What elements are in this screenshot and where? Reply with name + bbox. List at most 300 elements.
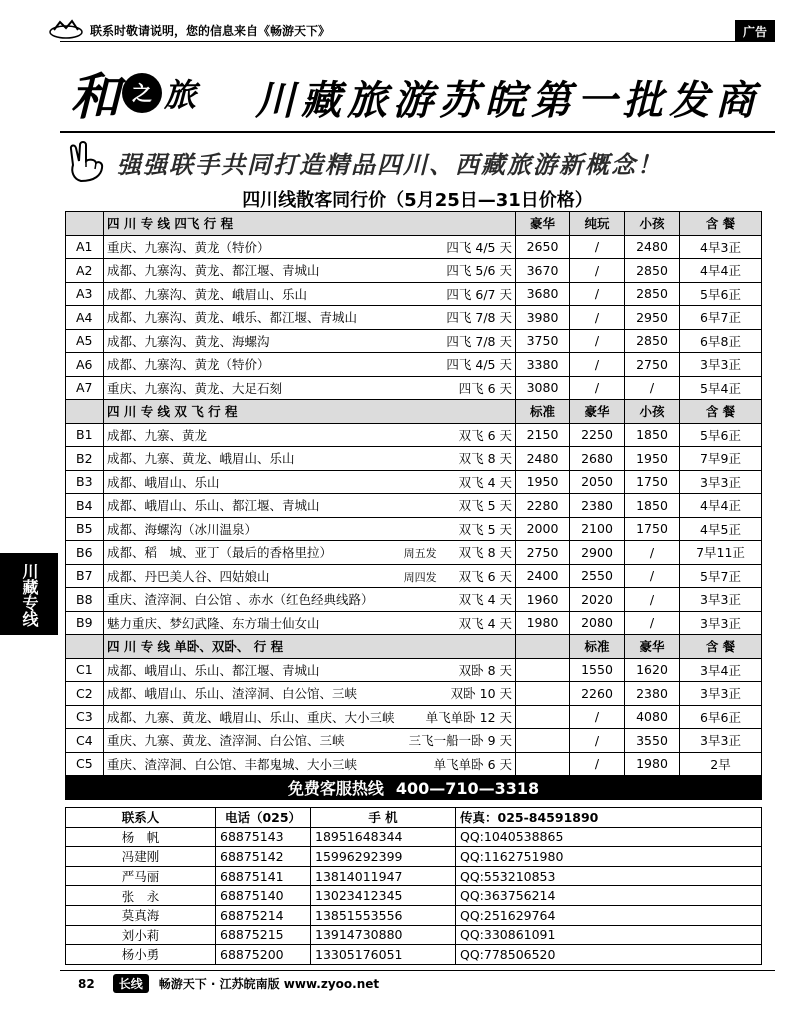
route-note: 周五发 (403, 547, 437, 561)
route-days: 双飞 4 天 (458, 474, 512, 490)
route-row (66, 447, 762, 471)
price-1: 2650 (516, 235, 570, 259)
route-days: 双飞 4 天 (458, 615, 512, 631)
route-cell (104, 611, 516, 635)
contact-mobile: 13914730880 (311, 925, 456, 945)
price-1: 3670 (516, 259, 570, 283)
route-cell (104, 376, 516, 400)
contact-name: 莫真海 (66, 905, 216, 925)
price-3: 2750 (625, 353, 680, 377)
route-line (107, 590, 512, 608)
route-code: B9 (66, 611, 104, 635)
contact-tel: 68875142 (216, 847, 311, 867)
route-line (107, 708, 512, 726)
route-name: 成都、稻 城、亚丁（最后的香格里拉） (107, 545, 333, 561)
route-code: B6 (66, 541, 104, 565)
contact-tel: 68875200 (216, 945, 311, 965)
contact-header-row (66, 808, 762, 828)
victory-hand-icon (65, 141, 113, 183)
route-name: 成都、九寨沟、黄龙、峨乐、都江堰、青城山 (107, 310, 358, 326)
meal-plan: 3早3正 (680, 470, 762, 494)
route-row (66, 682, 762, 706)
meal-plan: 5早6正 (680, 282, 762, 306)
price-1 (516, 752, 570, 776)
contact-name: 杨 帆 (66, 827, 216, 847)
section-header-blank (66, 635, 104, 659)
route-days: 双飞 6 天 (458, 427, 512, 443)
route-line (107, 355, 512, 373)
price-1: 3980 (516, 306, 570, 330)
section-title: 四 川 专 线 双 飞 行 程 (104, 400, 516, 424)
route-name: 成都、九寨、黄龙、峨眉山、乐山 (107, 451, 295, 467)
price-2: / (570, 376, 625, 400)
page-number: 82 (78, 976, 95, 991)
price-3: 1850 (625, 423, 680, 447)
route-cell (104, 564, 516, 588)
route-code: B3 (66, 470, 104, 494)
price-3: / (625, 588, 680, 612)
route-meta (459, 520, 512, 538)
brand-logo (70, 59, 196, 127)
route-days: 单飞单卧 12 天 (425, 709, 512, 725)
route-line (107, 238, 512, 256)
route-cell (104, 282, 516, 306)
route-name: 成都、九寨沟、黄龙、都江堰、青城山 (107, 263, 320, 279)
route-code: B1 (66, 423, 104, 447)
route-line (107, 543, 512, 561)
price-1 (516, 705, 570, 729)
route-line (107, 614, 512, 632)
route-cell (104, 729, 516, 753)
route-cell (104, 329, 516, 353)
route-row (66, 329, 762, 353)
contact-mobile: 13305176051 (311, 945, 456, 965)
price-2: 2080 (570, 611, 625, 635)
section-side-tab: 川藏专线 (0, 553, 58, 635)
contact-qq: QQ:251629764 (456, 905, 762, 925)
price-3: / (625, 376, 680, 400)
price-2: / (570, 329, 625, 353)
route-cell (104, 306, 516, 330)
price-3: / (625, 611, 680, 635)
route-row (66, 658, 762, 682)
route-days: 四飞 6/7 天 (446, 286, 512, 302)
price-2: / (570, 752, 625, 776)
ad-label: 广告 (735, 20, 775, 42)
route-name: 成都、九寨沟、黄龙、峨眉山、乐山 (107, 286, 308, 302)
price-3: / (625, 564, 680, 588)
route-line (107, 473, 512, 491)
hotline-row (66, 776, 762, 800)
price-1: 3080 (516, 376, 570, 400)
price-3: 2480 (625, 235, 680, 259)
price-3: 1950 (625, 447, 680, 471)
brand-lv: 旅 (164, 76, 197, 114)
route-meta (459, 379, 512, 397)
route-code: B4 (66, 494, 104, 518)
contact-row (66, 886, 762, 906)
route-line (107, 332, 512, 350)
category-tag: 长线 (113, 974, 149, 993)
section-header-blank (66, 400, 104, 424)
meal-plan: 3早3正 (680, 729, 762, 753)
route-row (66, 588, 762, 612)
route-code: A7 (66, 376, 104, 400)
route-meta (459, 426, 512, 444)
route-code: B2 (66, 447, 104, 471)
route-meta (459, 496, 512, 514)
route-cell (104, 423, 516, 447)
contact-qq: QQ:778506520 (456, 945, 762, 965)
column-header (516, 635, 570, 659)
route-cell (104, 447, 516, 471)
price-2: 2250 (570, 423, 625, 447)
contact-header-mobile: 手 机 (311, 808, 456, 828)
route-days: 双飞 6 天 (458, 568, 512, 584)
route-row (66, 752, 762, 776)
route-code: A1 (66, 235, 104, 259)
column-header: 豪华 (516, 212, 570, 236)
price-2: / (570, 306, 625, 330)
price-2: / (570, 353, 625, 377)
price-1: 2000 (516, 517, 570, 541)
price-1 (516, 729, 570, 753)
route-cell (104, 541, 516, 565)
meal-plan: 7早9正 (680, 447, 762, 471)
price-1: 2150 (516, 423, 570, 447)
price-1: 2480 (516, 447, 570, 471)
route-line (107, 308, 512, 326)
route-code: B8 (66, 588, 104, 612)
route-days: 双飞 4 天 (458, 592, 512, 608)
publication-line: 畅游天下 · 江苏皖南版 www.zyoo.net (158, 977, 380, 991)
price-1: 1980 (516, 611, 570, 635)
route-code: A5 (66, 329, 104, 353)
price-3: 1620 (625, 658, 680, 682)
route-meta (404, 567, 512, 585)
meal-plan: 5早4正 (680, 376, 762, 400)
route-line (107, 379, 512, 397)
price-3: 1980 (625, 752, 680, 776)
contact-tel: 68875140 (216, 886, 311, 906)
brand-he: 和 (70, 67, 120, 126)
route-line (107, 285, 512, 303)
section-header-row (66, 635, 762, 659)
hotline-number: 400—710—3318 (395, 779, 540, 798)
route-days: 双卧 8 天 (458, 662, 512, 678)
route-row (66, 729, 762, 753)
meal-plan: 5早7正 (680, 564, 762, 588)
contact-name: 严马丽 (66, 866, 216, 886)
contact-tel: 68875214 (216, 905, 311, 925)
route-cell (104, 470, 516, 494)
route-meta (459, 614, 512, 632)
meal-plan: 3早3正 (680, 682, 762, 706)
route-cell (104, 705, 516, 729)
route-line (107, 567, 512, 585)
contact-name: 杨小勇 (66, 945, 216, 965)
route-code: C4 (66, 729, 104, 753)
route-days: 单飞单卧 6 天 (433, 756, 512, 772)
route-line (107, 731, 512, 749)
price-3: 2850 (625, 329, 680, 353)
contact-qq: QQ:330861091 (456, 925, 762, 945)
contact-row (66, 847, 762, 867)
contact-row (66, 827, 762, 847)
route-meta (446, 308, 512, 326)
route-code: A4 (66, 306, 104, 330)
meal-plan: 6早8正 (680, 329, 762, 353)
route-code: A6 (66, 353, 104, 377)
price-1: 2280 (516, 494, 570, 518)
meal-plan: 4早3正 (680, 235, 762, 259)
meal-plan: 6早7正 (680, 306, 762, 330)
route-code: A2 (66, 259, 104, 283)
contact-qq: QQ:1162751980 (456, 847, 762, 867)
route-cell (104, 517, 516, 541)
price-1: 3380 (516, 353, 570, 377)
meal-plan: 7早11正 (680, 541, 762, 565)
contact-tel: 68875215 (216, 925, 311, 945)
contact-row (66, 866, 762, 886)
route-meta (446, 332, 512, 350)
price-2: 2260 (570, 682, 625, 706)
route-name: 重庆、渣滓洞、白公馆 、赤水（红色经典线路） (107, 592, 374, 608)
contact-table (65, 807, 762, 965)
route-name: 重庆、渣滓洞、白公馆、丰都鬼城、大小三峡 (107, 756, 358, 772)
contact-mobile: 18951648344 (311, 827, 456, 847)
route-code: B7 (66, 564, 104, 588)
route-row (66, 517, 762, 541)
price-2: / (570, 729, 625, 753)
price-1 (516, 658, 570, 682)
route-row (66, 376, 762, 400)
route-meta (434, 755, 512, 773)
route-meta (451, 684, 512, 702)
hotline-cell (66, 776, 762, 800)
route-cell (104, 658, 516, 682)
meal-plan: 3早3正 (680, 588, 762, 612)
column-header: 豪华 (570, 400, 625, 424)
contact-mobile: 13851553556 (311, 905, 456, 925)
route-days: 四飞 7/8 天 (446, 333, 512, 349)
route-name: 成都、九寨沟、黄龙、海螺沟 (107, 333, 270, 349)
column-header: 小孩 (625, 212, 680, 236)
route-days: 双飞 5 天 (458, 521, 512, 537)
route-meta (459, 449, 512, 467)
route-name: 成都、峨眉山、乐山、渣滓洞、白公馆、三峡 (107, 686, 358, 702)
column-header: 含 餐 (680, 212, 762, 236)
meal-plan: 4早4正 (680, 259, 762, 283)
route-code: C3 (66, 705, 104, 729)
route-cell (104, 682, 516, 706)
route-line (107, 449, 512, 467)
route-cell (104, 259, 516, 283)
price-3: 1750 (625, 517, 680, 541)
route-days: 四飞 5/6 天 (446, 263, 512, 279)
price-2: / (570, 282, 625, 306)
price-2: / (570, 235, 625, 259)
route-note: 周四发 (403, 570, 437, 584)
route-name: 重庆、九寨沟、黄龙、大足石刻 (107, 380, 283, 396)
route-row (66, 705, 762, 729)
price-table (65, 211, 762, 800)
hotline-label: 免费客服热线 (287, 779, 384, 798)
meal-plan: 4早5正 (680, 517, 762, 541)
contact-row (66, 945, 762, 965)
route-days: 三飞一船一卧 9 天 (408, 733, 512, 749)
contact-header-tel: 电话（025） (216, 808, 311, 828)
contact-tel: 68875143 (216, 827, 311, 847)
route-meta (459, 661, 512, 679)
contact-row (66, 925, 762, 945)
price-1: 3750 (516, 329, 570, 353)
route-days: 双飞 8 天 (458, 545, 512, 561)
route-name: 成都、峨眉山、乐山、都江堰、青城山 (107, 498, 320, 514)
slogan: 强强联手共同打造精品四川、西藏旅游新概念！ (117, 150, 663, 179)
source-notice: 联系时敬请说明，您的信息来自《畅游天下》 (90, 24, 331, 38)
route-row (66, 353, 762, 377)
column-header: 小孩 (625, 400, 680, 424)
footer (60, 970, 775, 996)
contact-header-fax: 传真：025-84591890 (456, 808, 762, 828)
price-3: 3550 (625, 729, 680, 753)
route-code: C5 (66, 752, 104, 776)
contact-row (66, 905, 762, 925)
price-1: 1950 (516, 470, 570, 494)
price-2: 2680 (570, 447, 625, 471)
contact-name: 刘小莉 (66, 925, 216, 945)
price-2: / (570, 705, 625, 729)
route-name: 成都、峨眉山、乐山、都江堰、青城山 (107, 662, 320, 678)
route-row (66, 423, 762, 447)
contact-mobile: 15996292399 (311, 847, 456, 867)
route-meta (409, 731, 512, 749)
route-name: 成都、峨眉山、乐山 (107, 474, 220, 490)
price-1: 3680 (516, 282, 570, 306)
price-2: 2380 (570, 494, 625, 518)
route-line (107, 496, 512, 514)
price-2: 2900 (570, 541, 625, 565)
top-bar (60, 20, 775, 42)
route-line (107, 661, 512, 679)
price-2: / (570, 259, 625, 283)
meal-plan: 3早3正 (680, 353, 762, 377)
route-row (66, 494, 762, 518)
brand-zhi: 之 (122, 73, 162, 113)
route-days: 四飞 4/5 天 (446, 239, 512, 255)
route-meta (404, 543, 512, 561)
column-header: 标准 (516, 400, 570, 424)
contact-mobile: 13023412345 (311, 886, 456, 906)
price-2: 2550 (570, 564, 625, 588)
route-meta (446, 238, 512, 256)
column-header: 豪华 (625, 635, 680, 659)
route-name: 重庆、九寨沟、黄龙（特价） (107, 239, 270, 255)
section-title: 四 川 专 线 单卧、双卧、 行 程 (104, 635, 516, 659)
route-code: C1 (66, 658, 104, 682)
contact-name: 张 永 (66, 886, 216, 906)
contact-header-name: 联系人 (66, 808, 216, 828)
route-row (66, 611, 762, 635)
route-name: 成都、九寨沟、黄龙（特价） (107, 357, 270, 373)
route-meta (446, 355, 512, 373)
price-3: 1750 (625, 470, 680, 494)
contact-qq: QQ:1040538865 (456, 827, 762, 847)
meal-plan: 6早6正 (680, 705, 762, 729)
route-meta (459, 590, 512, 608)
route-code: A3 (66, 282, 104, 306)
meal-plan: 4早4正 (680, 494, 762, 518)
route-name: 成都、九寨、黄龙 (107, 427, 208, 443)
column-header: 含 餐 (680, 400, 762, 424)
price-1 (516, 682, 570, 706)
route-row (66, 306, 762, 330)
route-cell (104, 752, 516, 776)
price-3: 2950 (625, 306, 680, 330)
magazine-logo-icon (48, 18, 84, 40)
route-days: 双飞 8 天 (458, 451, 512, 467)
headline: 川藏旅游苏皖第一批发商 (255, 77, 761, 124)
column-header: 纯玩 (570, 212, 625, 236)
contact-qq: QQ:363756214 (456, 886, 762, 906)
section-header-row (66, 212, 762, 236)
price-1: 2400 (516, 564, 570, 588)
column-header: 标准 (570, 635, 625, 659)
contact-qq: QQ:553210853 (456, 866, 762, 886)
meal-plan: 3早3正 (680, 611, 762, 635)
price-2: 2100 (570, 517, 625, 541)
route-meta (459, 473, 512, 491)
meal-plan: 5早6正 (680, 423, 762, 447)
section-header-row (66, 400, 762, 424)
price-2: 1550 (570, 658, 625, 682)
route-meta (446, 285, 512, 303)
price-3: 2850 (625, 282, 680, 306)
route-name: 重庆、九寨、黄龙、渣滓洞、白公馆、三峡 (107, 733, 345, 749)
price-2: 2020 (570, 588, 625, 612)
route-days: 双飞 5 天 (458, 498, 512, 514)
contact-name: 冯建刚 (66, 847, 216, 867)
route-row (66, 541, 762, 565)
route-row (66, 259, 762, 283)
route-meta (426, 708, 512, 726)
price-1: 2750 (516, 541, 570, 565)
route-line (107, 520, 512, 538)
route-code: B5 (66, 517, 104, 541)
slogan-row (65, 142, 765, 182)
route-row (66, 470, 762, 494)
banner (60, 55, 775, 133)
price-3: / (625, 541, 680, 565)
route-name: 成都、九寨、黄龙、峨眉山、乐山、重庆、大小三峡 (107, 709, 395, 725)
route-line (107, 426, 512, 444)
route-days: 四飞 4/5 天 (446, 357, 512, 373)
section-header-blank (66, 212, 104, 236)
route-name: 魅力重庆、梦幻武隆、东方瑞士仙女山 (107, 615, 320, 631)
route-name: 成都、丹巴美人谷、四姑娘山 (107, 568, 270, 584)
column-header: 含 餐 (680, 635, 762, 659)
route-code: C2 (66, 682, 104, 706)
route-cell (104, 235, 516, 259)
price-2: 2050 (570, 470, 625, 494)
route-row (66, 235, 762, 259)
route-line (107, 684, 512, 702)
route-days: 四飞 7/8 天 (446, 310, 512, 326)
contact-mobile: 13814011947 (311, 866, 456, 886)
price-3: 4080 (625, 705, 680, 729)
route-cell (104, 588, 516, 612)
